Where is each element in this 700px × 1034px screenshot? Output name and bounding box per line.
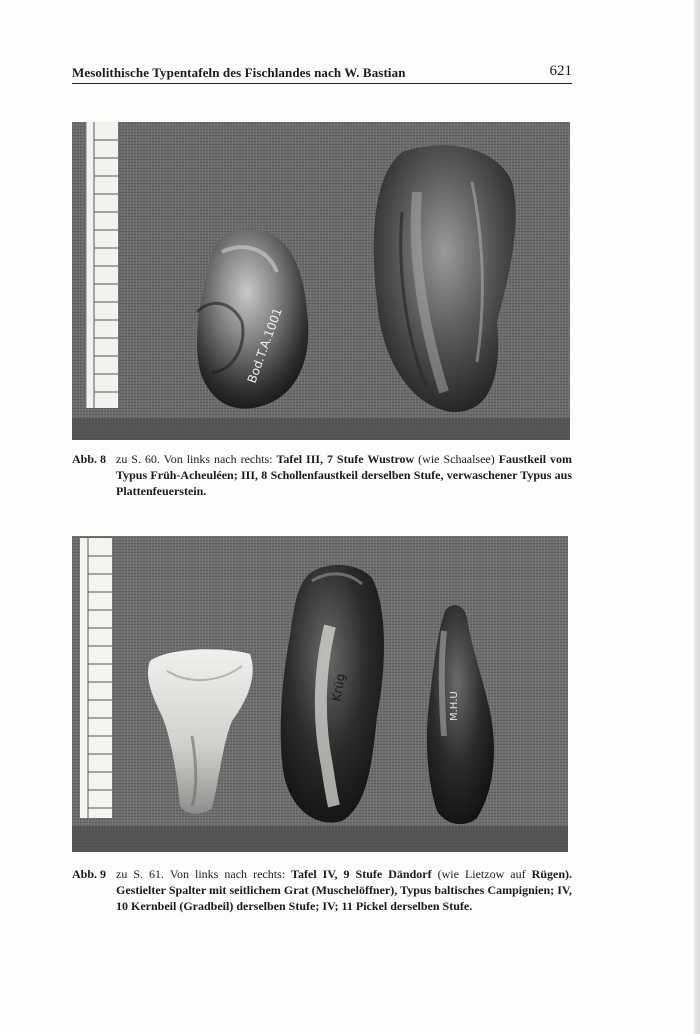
figure-8-ref: zu S. 60. Von links nach rechts: — [116, 452, 277, 466]
artifact-faustkeil — [197, 229, 308, 409]
figure-9-text-bold-2: Rügen). Gestielter Spalter mit seitlichem Grat (Muschelöffner), Typus baltisches Campignien; IV, 10 Kernbeil (Gradbeil) derselben Stufe; IV; 11 Pickel derselben Stufe. — [116, 867, 572, 913]
figure-9-photo — [72, 536, 568, 852]
figure-9-text-bold-1: Tafel IV, 9 Stufe Dändorf — [291, 867, 438, 881]
running-header — [72, 63, 572, 83]
figure-9-label: Abb. 9 — [72, 867, 107, 881]
svg-text:Krüg: Krüg — [329, 672, 348, 703]
figure-8-text-bold-1: Tafel III, 7 Stufe Wustrow — [276, 452, 419, 466]
page-edge — [694, 0, 700, 1034]
scale-ruler — [86, 122, 118, 408]
header-title: Mesolithische Typentafeln des Fischlandes nach W. Bastian — [72, 65, 406, 80]
scale-ruler — [80, 538, 112, 818]
page-number: 621 — [549, 63, 572, 79]
figure-9-text-plain-1: (wie Lietzow auf — [437, 867, 526, 881]
figure-9-ref: zu S. 61. Von links nach rechts: — [116, 867, 292, 881]
svg-text:Bod.T.A.1001: Bod.T.A.1001 — [244, 305, 285, 386]
svg-text:M.H.U: M.H.U — [449, 691, 460, 721]
figure-9-caption — [72, 866, 572, 914]
figure-8-text-bold-2: Faustkeil vom Typus Früh-Acheuléen; III, 8 Schollenfaustkeil derselben Stufe, verwaschener Typus aus Plattenfeuerstein. — [116, 452, 572, 498]
figure-8-photo — [72, 122, 570, 440]
figure-8-caption — [72, 451, 572, 499]
figure-8-label: Abb. 8 — [72, 452, 107, 466]
header-rule — [72, 83, 572, 84]
figure-8-text-plain-1: (wie Schaalsee) — [418, 452, 495, 466]
